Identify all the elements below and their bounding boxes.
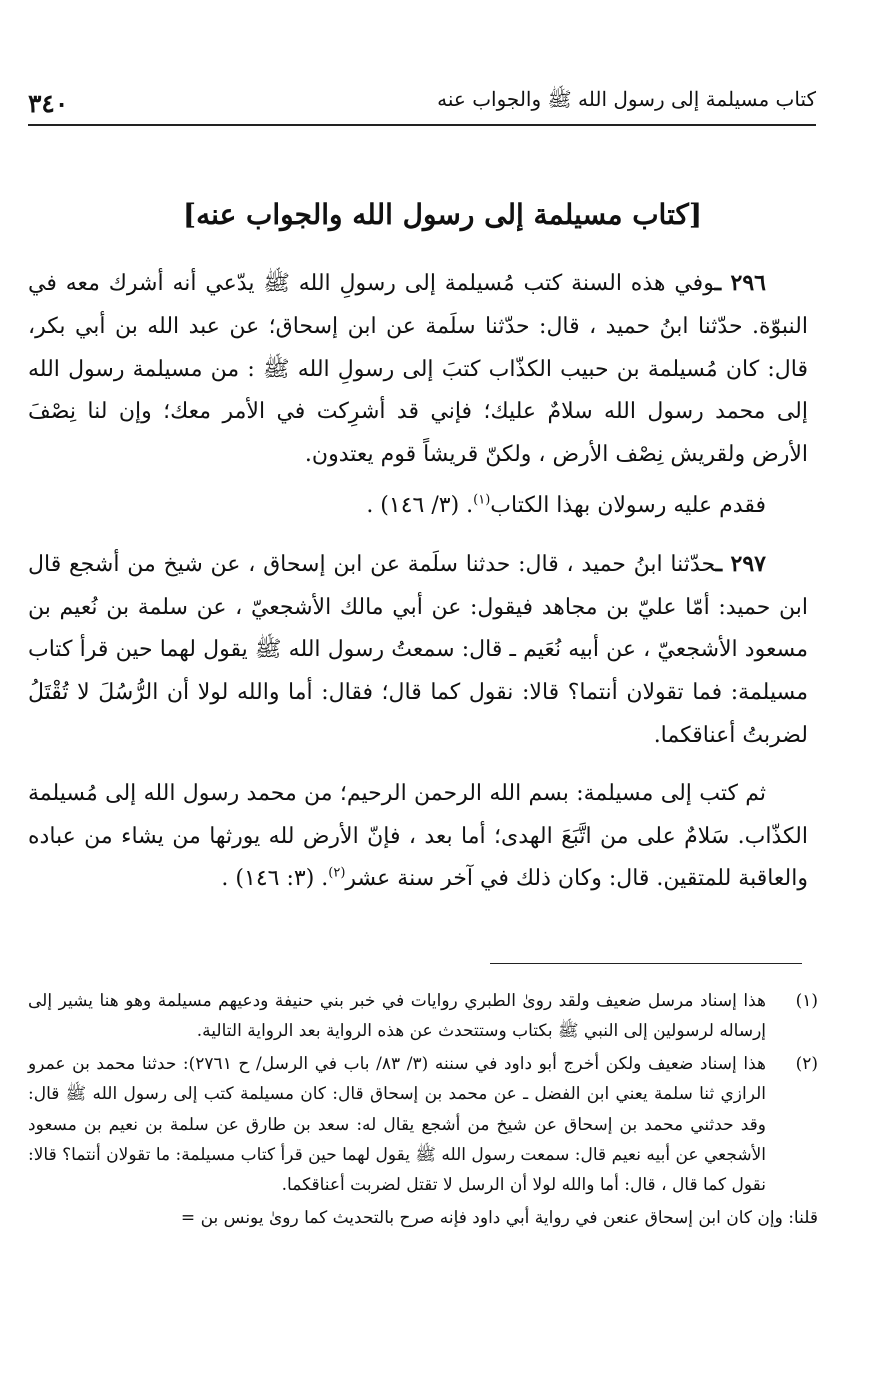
running-head: كتاب مسيلمة إلى رسول الله ﷺ والجواب عنه: [437, 87, 816, 111]
footnote-1: [28, 986, 818, 1047]
citation: . (٣: ١٤٦) .: [221, 866, 329, 892]
footnote-separator: [490, 963, 802, 964]
paragraph-text: حدّثنا ابنُ حميد ، قال: حدثنا سلَمة عن ابن إسحاق ، عن شيخ من أشجع قال ابن حميد: أمّا عليّ بن مجاهد فيقول: عن أبي مالك الأشجعيّ ، عن سلمة بن نُعيم بن مسعود الأشجعيّ ، عن أبيه نُعَيم ـ قال: سمعتُ رسول الله ﷺ يقول لهما حين قرأ كتاب مسيلمة: فما تقولان أنتما؟ قالا: نقول كما قال؛ فقال: أما والله لولا أن الرُّسُلَ لا تُقْتَلُ لضربتُ أعناقكما.: [28, 551, 808, 748]
footnote-ref-1[interactable]: (١): [473, 492, 491, 508]
footnote-number: (١): [795, 991, 818, 1011]
paragraph-text: فقدم عليه رسولان بهذا الكتاب: [490, 492, 766, 518]
paragraph-297: [28, 543, 808, 758]
chapter-title: [كتاب مسيلمة إلى رسول الله والجواب عنه]: [182, 198, 703, 231]
footnotes: [28, 986, 818, 1233]
paragraph-arrival: [28, 485, 808, 528]
footnote-number: (٢): [795, 1053, 818, 1074]
paragraph-text: وفي هذه السنة كتب مُسيلمة إلى رسولِ الله ﷺ يدّعي أنه أشرك معه في النبوّة. حدّثنا ابنُ حميد ، قال: حدّثنا سلَمة عن ابن إسحاق؛ عن عبد الله بن أبي بكر، قال: كان مُسيلمة بن حبيب الكذّاب كتبَ إلى رسولِ الله ﷺ : من مسيلمة رسول الله إلى محمد رسول الله سلامٌ عليك؛ فإني قد أشرِكت في الأمر معك؛ وإن لنا نِصْفَ الأرض ولقريش نِصْف الأرض ، ولكنّ قريشاً قوم يعتدون.: [28, 271, 808, 468]
footnote-ref-2[interactable]: (٢): [328, 866, 346, 882]
footnote-text: هذا إسناد ضعيف ولكن أخرج أبو داود في سننه (٣/ ٨٣/ باب في الرسل/ ح ٢٧٦١): حدثنا محمد بن عمرو الرازي ثنا سلمة يعني ابن الفضل ـ عن محمد بن إسحاق قال: كان مسيلمة كتب إلى رسول الله ﷺ قال: وقد حدثني محمد بن إسحاق عن شيخ من أشجع يقال له: سعد بن طارق عن سلمة بن نعيم بن مسعود الأشجعي عن أبيه نعيم قال: سمعت رسول الله ﷺ يقول لهما حين قرأ كتاب مسيلمة: ما تقولان أنتما؟ قالا: نقول كما قال ، قال: أما والله لولا أن الرسل لا تقتل لضربت أعناقكما.: [28, 1053, 766, 1196]
footnote-continuation: قلنا: وإن كان ابن إسحاق عنعن في رواية أبي داود فإنه صرح بالتحديث كما روىٰ يونس بن =: [180, 1207, 818, 1228]
page-number: ٣٤٠: [28, 89, 69, 118]
footnote-text: هذا إسناد مرسل ضعيف ولقد روىٰ الطبري روايات في خبر بني حنيفة ودعيهم مسيلمة وهو هنا يشير إلى إرساله لرسولين إلى النبي ﷺ بكتاب وستتحدث عن هذه الرواية بعد الرواية التالية.: [28, 991, 766, 1042]
footnote-2: [28, 1049, 818, 1201]
report-number: ٢٩٦ ـ: [714, 270, 766, 296]
paragraph-296: [28, 262, 808, 477]
paragraph-reply-letter: [28, 773, 808, 901]
main-text: [28, 262, 808, 901]
report-number: ٢٩٧ ـ: [715, 550, 766, 577]
citation: . (٣/ ١٤٦) .: [366, 492, 474, 518]
paragraph-text: ثم كتب إلى مسيلمة: بسم الله الرحمن الرحيم؛ من محمد رسول الله إلى مُسيلمة الكذّاب. سَلامٌ على من اتَّبَعَ الهدى؛ أما بعد ، فإنّ الأرض لله يورثها من يشاء من عباده والعاقبة للمتقين. قال: وكان ذلك في آخر سنة عشر: [28, 780, 808, 892]
page-header: [28, 84, 816, 126]
